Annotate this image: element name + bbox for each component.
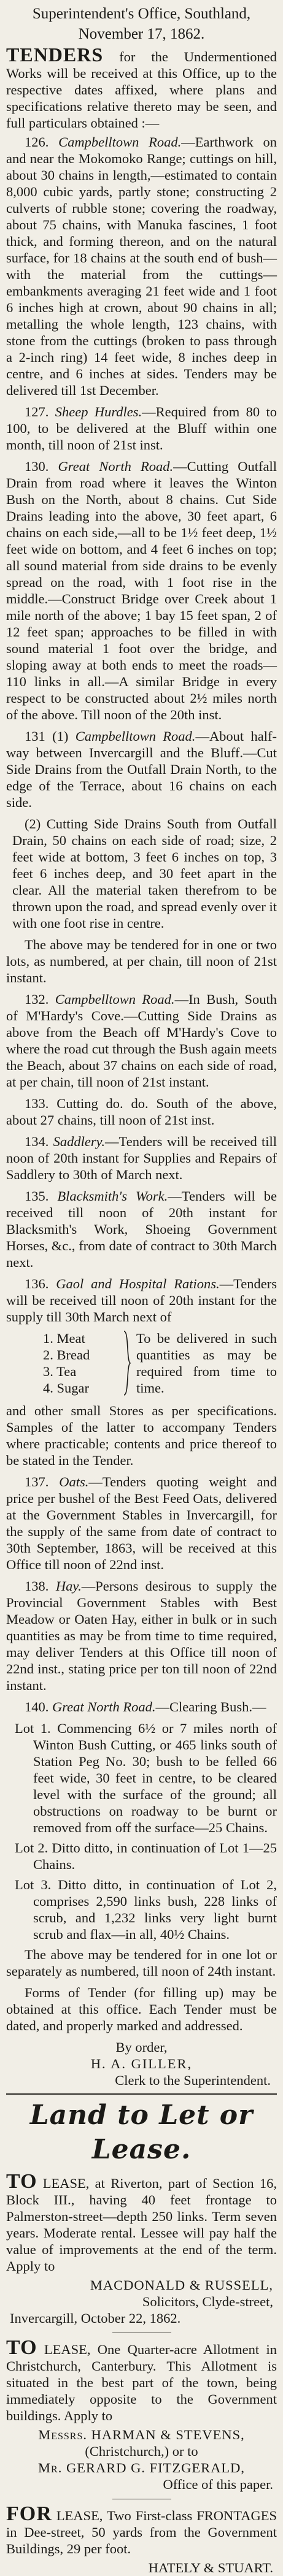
tender-text: Cutting do. do. South of the above, about 27 chains, till noon of 21st inst. [6, 1096, 277, 1128]
tender-131-note: The above may be tendered for in one or two lots, as numbered, at per chain, till noon of 21st instant. [6, 937, 277, 985]
signature-name: H. A. GILLER, [90, 2056, 193, 2071]
tender-number: 130. [25, 459, 49, 474]
brace-icon [123, 1330, 131, 1396]
ad-dropcap: FOR [6, 2502, 52, 2525]
lease-ad-2 [6, 2336, 277, 2493]
tender-text: —Tenders will be received till noon of 20th instant for Supplies and Repairs of Saddlery to 30th of March next. [6, 1134, 277, 1182]
ad-signature: Solicitors, Clyde-street, [142, 2294, 273, 2309]
tender-number: 140. [25, 1699, 49, 1714]
tender-number: 126. [25, 134, 49, 150]
tender-forms-note: Forms of Tender (for filling up) may be obtained at this office. Each Tender must be dated, and properly marked and addressed. [6, 1985, 277, 2033]
tender-list-3 [6, 1473, 277, 1715]
rations-items [43, 1330, 123, 1396]
tender-item-137 [6, 1473, 277, 1573]
ad-signature: MACDONALD & RUSSELL, [90, 2277, 273, 2293]
tender-text: —Earthwork on and near the Mokomoko Range; cuttings on hill, about 30 chains in length,—estimated to contain 8,000 cubic yards, partly stone; constructing 2 culverts of rubble stone; covering the roadway, about 75 chains, with Manuka fascines, 1 foot thick, and forming thereon, and on the natural surface, for 18 chains at the south end of bush—with the material from the cuttings—embankments averaging 21 feet wide and 1 foot 6 inches high at crown, about 90 chains in all; metalling the whole length, 123 chains, with stone from the cuttings (broken to pass through a 2-inch ring) 14 feet wide, 8 inches deep in centre, and 6 inches at sides. Tenders may be delivered till 1st December. [6, 134, 277, 398]
tender-number: 135. [25, 1188, 49, 1204]
ad-signature: Office of this paper. [163, 2477, 273, 2492]
tender-text: —Persons desirous to supply the Provincial Government Stables with Best Meadow or Oaten Hay, either in bulk or in such quantities as may be from time to time required, may deliver Tenders at this Office till noon of 22nd inst., stating price per ton till noon of 22nd instant. [6, 1578, 277, 1693]
tender-text: —Tenders will be received till noon of 20th instant for the supply till 30th March next of [6, 1276, 277, 1324]
ad-signature: (Christchurch,) or to [85, 2444, 198, 2459]
rations-delivery-note: To be delivered in such quantities as may be required from time to time. [136, 1331, 277, 1396]
tender-number: 138. [25, 1578, 49, 1594]
tender-number: 136. [25, 1276, 49, 1291]
tender-item-136 [6, 1275, 277, 1325]
tender-131-part-2: (2) Cutting Side Drains South from Outfall Drain, 50 chains on each side of road; size, 2 feet wide at bottom, 3 feet 6 inches on top, 3 feet 6 inches deep, and 30 feet apart in the clear. All the material taken therefrom to be thrown upon the road, and spread evenly over it with one foot rise in centre. [12, 816, 277, 931]
signature-title: Clerk to the Superintendent. [115, 2073, 271, 2088]
tender-title: Blacksmith's Work. [57, 1188, 168, 1204]
intro-text: for the Undermentioned Works will be received at this Office, up to the respective dates affixed, where plans and specifications relative thereto may be seen, and full particulars obtained :— [6, 49, 277, 131]
tender-number: 134. [25, 1134, 49, 1149]
ad-dateline: Invercargill, October 22, 1862. [10, 2310, 181, 2326]
ad-signature: Messrs. HARMAN & STEVENS, [38, 2427, 245, 2442]
ad-dropcap: TO [6, 2336, 37, 2359]
ad-text: LEASE, Two First-class FRONTAGES in Dee-street, 50 yards from the Government Buildings, 29 per foot. [6, 2508, 277, 2556]
tender-title: Great North Road. [52, 1699, 156, 1714]
ad-text: LEASE, at Riverton, part of Section 16, Block III., having 40 feet frontage to Palmerston-street—depth 250 links. Term seven years. Moderate rental. Lessee will pay half the value of improvements at the end of the term. Apply to [6, 2176, 277, 2274]
lot-item: Lot 2. Ditto ditto, in continuation of Lot 1—25 Chains. [15, 1840, 277, 1872]
ration-item: 4. Sugar [43, 1380, 89, 1396]
section-banner: Land to Let or Lease. [29, 2100, 254, 2165]
ad-body [6, 2502, 277, 2557]
office-heading: Superintendent's Office, Southland, [32, 6, 251, 22]
tender-title: Campbelltown Road. [75, 728, 196, 744]
tender-140-note: The above may be tendered for in one lot or separately as numbered, till noon of 24th instant. [6, 1947, 277, 1979]
section-divider [6, 2093, 277, 2095]
brace-symbol [123, 1330, 136, 1400]
tender-item-126 [6, 134, 277, 399]
date-heading: November 17, 1862. [78, 26, 205, 42]
tender-item-133 [6, 1095, 277, 1128]
tender-title: Oats. [59, 1474, 89, 1489]
ad-body [6, 2336, 277, 2424]
tender-number: 133. [25, 1096, 49, 1111]
tender-title: Great North Road. [58, 459, 174, 474]
tender-item-140 [6, 1699, 277, 1715]
tender-text: —About half-way between Invercargill and the Bluff.—Cut Side Drains from the Outfall Drain North, to the edge of the Terrace, about 16 chains on each side. [6, 728, 277, 810]
tender-number: 131 (1) [25, 728, 69, 744]
lot-item: Lot 3. Ditto ditto, in continuation of Lot 2, comprises 2,590 links bush, 228 links of scrub, and 1,232 links very light burnt scrub and flax—in all, 40½ Chains. [15, 1877, 277, 1942]
tender-text: —Clearing Bush.— [155, 1699, 266, 1714]
tender-text: —Tenders will be received till noon of 20th instant for Blacksmith's Work, Shoeing Government Horses, &c., from date of contract to 30th March next. [6, 1188, 277, 1270]
signature-by-order: By order, [115, 2039, 168, 2055]
tender-list-2 [6, 991, 277, 1325]
lease-ad-3 [6, 2502, 277, 2576]
tender-title: Saddlery. [53, 1134, 106, 1149]
tender-number: 132. [25, 992, 49, 1007]
tender-title: Gaol and Hospital Rations. [56, 1276, 220, 1291]
tender-title: Campbelltown Road. [55, 992, 175, 1007]
tender-item-127 [6, 403, 277, 453]
tender-title: Campbelltown Road. [58, 134, 182, 150]
tender-text: —Cutting Outfall Drain from road where it leaves the Winton Bush on the North, about 8 chains. Cut Side Drains leading into the above, 30 feet apart, 6 chains on each side,—all to be 1½ feet deep, 1½ feet wide on bottom, and 4 feet 6 inches on top; all sound material from side drains to be evenly spread on the road, with 1 foot rise in the middle.—Construct Bridge over Creek about 1 mile north of the above; 1 bay 15 feet span, 2 of 12 feet span; approaches to be filled in with sound material 1 foot over the bridge, and sloping away at both ends to meet the roads—110 links in all.—A similar Bridge in every respect to be constructed about 2½ miles north of the above. Till noon of the 20th inst. [6, 459, 277, 722]
tender-title: Sheep Hurdles. [55, 404, 142, 419]
tenders-intro [6, 44, 277, 131]
tender-item-130 [6, 458, 277, 723]
ad-text: LEASE, One Quarter-acre Allotment in Christchurch, Canterbury. This Allotment is situated in the best part of the town, being immediately opposite to the Government buildings. Apply to [6, 2342, 277, 2423]
tender-title: Hay. [55, 1578, 82, 1594]
tender-number: 127. [25, 404, 49, 419]
tender-list-1 [6, 134, 277, 811]
tender-text: —Tenders quoting weight and price per bushel of the Best Feed Oats, delivered at the Government Stables in Invercargill, for the supply of the same from date of contract to 30th September, 1863, will be received at this Office till noon of 22nd inst. [6, 1474, 277, 1572]
tender-item-138 [6, 1578, 277, 1694]
tender-number: 137. [25, 1474, 49, 1489]
tender-item-131 [6, 728, 277, 811]
tender-item-135 [6, 1188, 277, 1271]
ration-item: 3. Tea [43, 1364, 77, 1379]
intro-dropcap: TENDERS [6, 44, 104, 66]
tender-item-134 [6, 1133, 277, 1183]
ad-dropcap: TO [6, 2170, 37, 2193]
ration-item: 1. Meat [43, 1331, 85, 1346]
ration-item: 2. Bread [43, 1347, 90, 1363]
lease-ad-1 [6, 2170, 277, 2326]
ad-body [6, 2170, 277, 2274]
rations-list [43, 1330, 277, 1400]
tender-item-132 [6, 991, 277, 1090]
tender-136-note: and other small Stores as per specifications. Samples of the latter to accompany Tenders where practicable; contents and price thereof to be stated in the Tender. [6, 1403, 277, 1468]
ad-signature: HATELY & STUART. [148, 2560, 273, 2575]
ad-signature: Mr. GERARD G. FITZGERALD, [38, 2460, 245, 2475]
lot-item: Lot 1. Commencing 6½ or 7 miles north of Winton Bush Cutting, or 465 links south of Station Peg No. 30; bush to be felled 66 feet wide, 30 feet in centre, to be cleared level with the surface of the ground; all obstructions on roadway to be burnt or removed from off the surface—25 Chains. [15, 1721, 277, 1835]
tender-text: —In Bush, South of M'Hardy's Cove.—Cutting Side Drains as above from the Beach off M'Hardy's Cove to where the road cut through the Bush again meets the Beach, about 37 chains on each side of road, at per chain, till noon of 21st instant. [6, 992, 277, 1090]
tender-text: —Required from 80 to 100, to be delivered at the Bluff within one month, till noon of 21st inst. [6, 404, 277, 453]
